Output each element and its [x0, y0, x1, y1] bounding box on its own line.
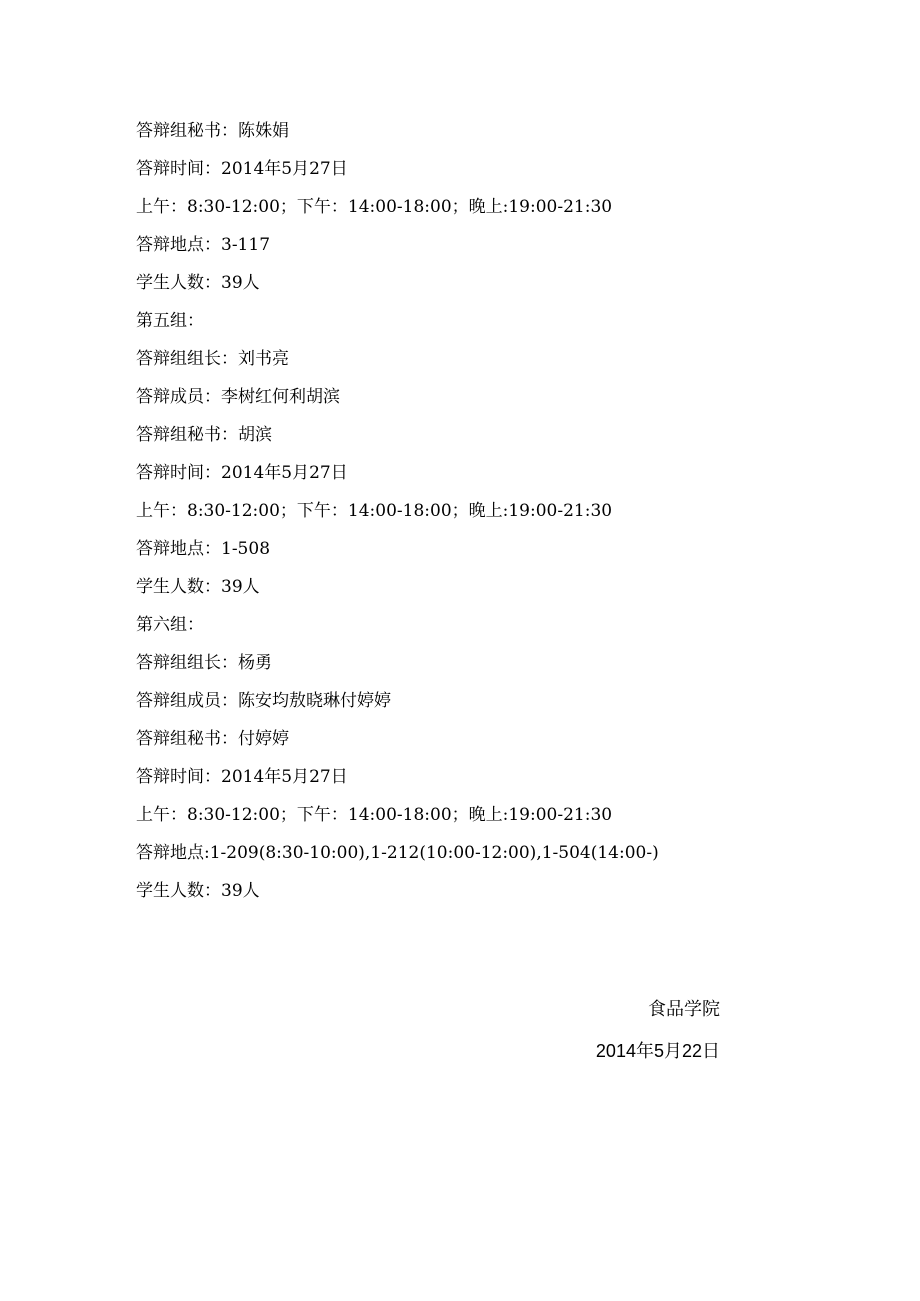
signature-date: 2014年5月22日	[595, 1041, 720, 1061]
text-line: 答辩成员：李树红何利胡滨	[136, 387, 340, 407]
text-line: 答辩组秘书：付婷婷	[136, 729, 289, 749]
text-line: 答辩组组长：刘书亮	[136, 349, 289, 369]
text-line: 答辩时间：2014年5月27日	[136, 159, 348, 179]
text-line: 答辩组秘书：胡滨	[136, 425, 272, 445]
text-line: 答辩组成员：陈安均敖晓琳付婷婷	[136, 691, 391, 711]
text-line: 答辩组秘书：陈姝娟	[136, 121, 289, 141]
text-line: 答辩时间：2014年5月27日	[136, 767, 348, 787]
text-line: 上午：8:30-12:00；下午：14:00-18:00；晚上:19:00-21:30	[136, 501, 613, 521]
section-heading: 第六组：	[136, 615, 204, 635]
text-line: 答辩时间：2014年5月27日	[136, 463, 348, 483]
document-body	[136, 116, 736, 914]
text-line: 学生人数：39人	[136, 273, 260, 293]
text-line: 上午：8:30-12:00；下午：14:00-18:00；晚上:19:00-21:30	[136, 805, 613, 825]
section-heading: 第五组：	[136, 311, 204, 331]
text-line: 学生人数：39人	[136, 577, 260, 597]
text-line: 答辩组组长：杨勇	[136, 653, 272, 673]
text-line: 答辩地点：3-117	[136, 235, 271, 255]
signature-org: 食品学院	[648, 999, 720, 1019]
text-line: 上午：8:30-12:00；下午：14:00-18:00；晚上:19:00-21:30	[136, 197, 613, 217]
text-line: 答辩地点:1-209(8:30-10:00),1-212(10:00-12:00),1-504(14:00-)	[136, 843, 659, 863]
text-line: 答辩地点：1-508	[136, 539, 271, 559]
signature-block	[596, 994, 720, 1078]
text-line: 学生人数：39人	[136, 881, 260, 901]
